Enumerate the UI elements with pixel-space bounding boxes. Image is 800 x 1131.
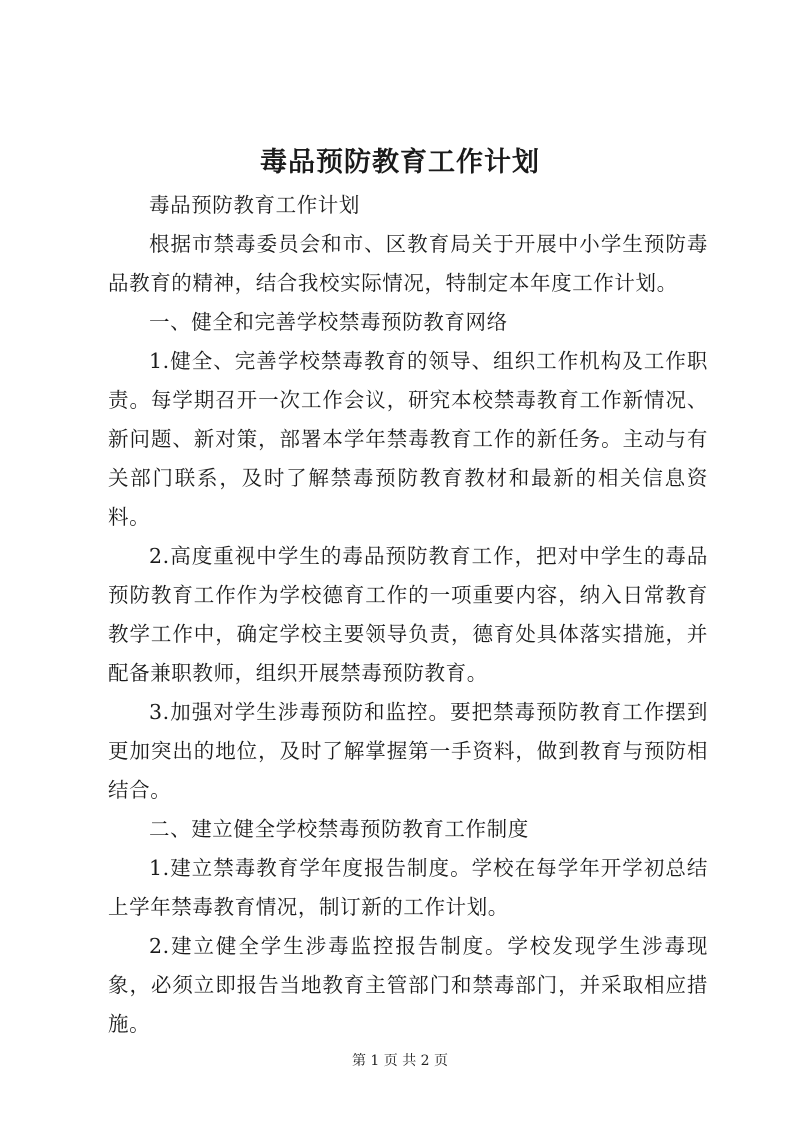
page-footer: 第 1 页 共 2 页	[351, 1053, 449, 1069]
paragraph-1-2: 2.高度重视中学生的毒品预防教育工作，把对中学生的毒品预防教育工作作为学校德育工作的一项重要内容，纳入日常教育教学工作中，确定学校主要领导负责，德育处具体落实措施，并配备兼职教师，组织开展禁毒预防教育。	[108, 544, 708, 685]
section-heading-1: 一、健全和完善学校禁毒预防教育网络	[149, 310, 508, 334]
paragraph-2-1: 1.建立禁毒教育学年度报告制度。学校在每学年开学初总结上学年禁毒教育情况，制订新的工作计划。	[108, 856, 708, 919]
document-body	[108, 186, 708, 1044]
paragraph-1-3: 3.加强对学生涉毒预防和监控。要把禁毒预防教育工作摆到更加突出的地位，及时了解掌握第一手资料，做到教育与预防相结合。	[108, 700, 708, 802]
paragraph-1-1: 1.健全、完善学校禁毒教育的领导、组织工作机构及工作职责。每学期召开一次工作会议，研究本校禁毒教育工作新情况、新问题、新对策，部署本学年禁毒教育工作的新任务。主动与有关部门联系，及时了解禁毒预防教育教材和最新的相关信息资料。	[108, 349, 708, 529]
document-title: 毒品预防教育工作计划	[260, 147, 540, 178]
paragraph-intro: 根据市禁毒委员会和市、区教育局关于开展中小学生预防毒品教育的精神，结合我校实际情况，特制定本年度工作计划。	[108, 232, 708, 295]
section-heading-2: 二、建立健全学校禁毒预防教育工作制度	[149, 817, 529, 841]
paragraph-2-2: 2.建立健全学生涉毒监控报告制度。学校发现学生涉毒现象，必须立即报告当地教育主管部门和禁毒部门，并采取相应措施。	[108, 934, 708, 1036]
paragraph-subtitle: 毒品预防教育工作计划	[149, 193, 360, 217]
